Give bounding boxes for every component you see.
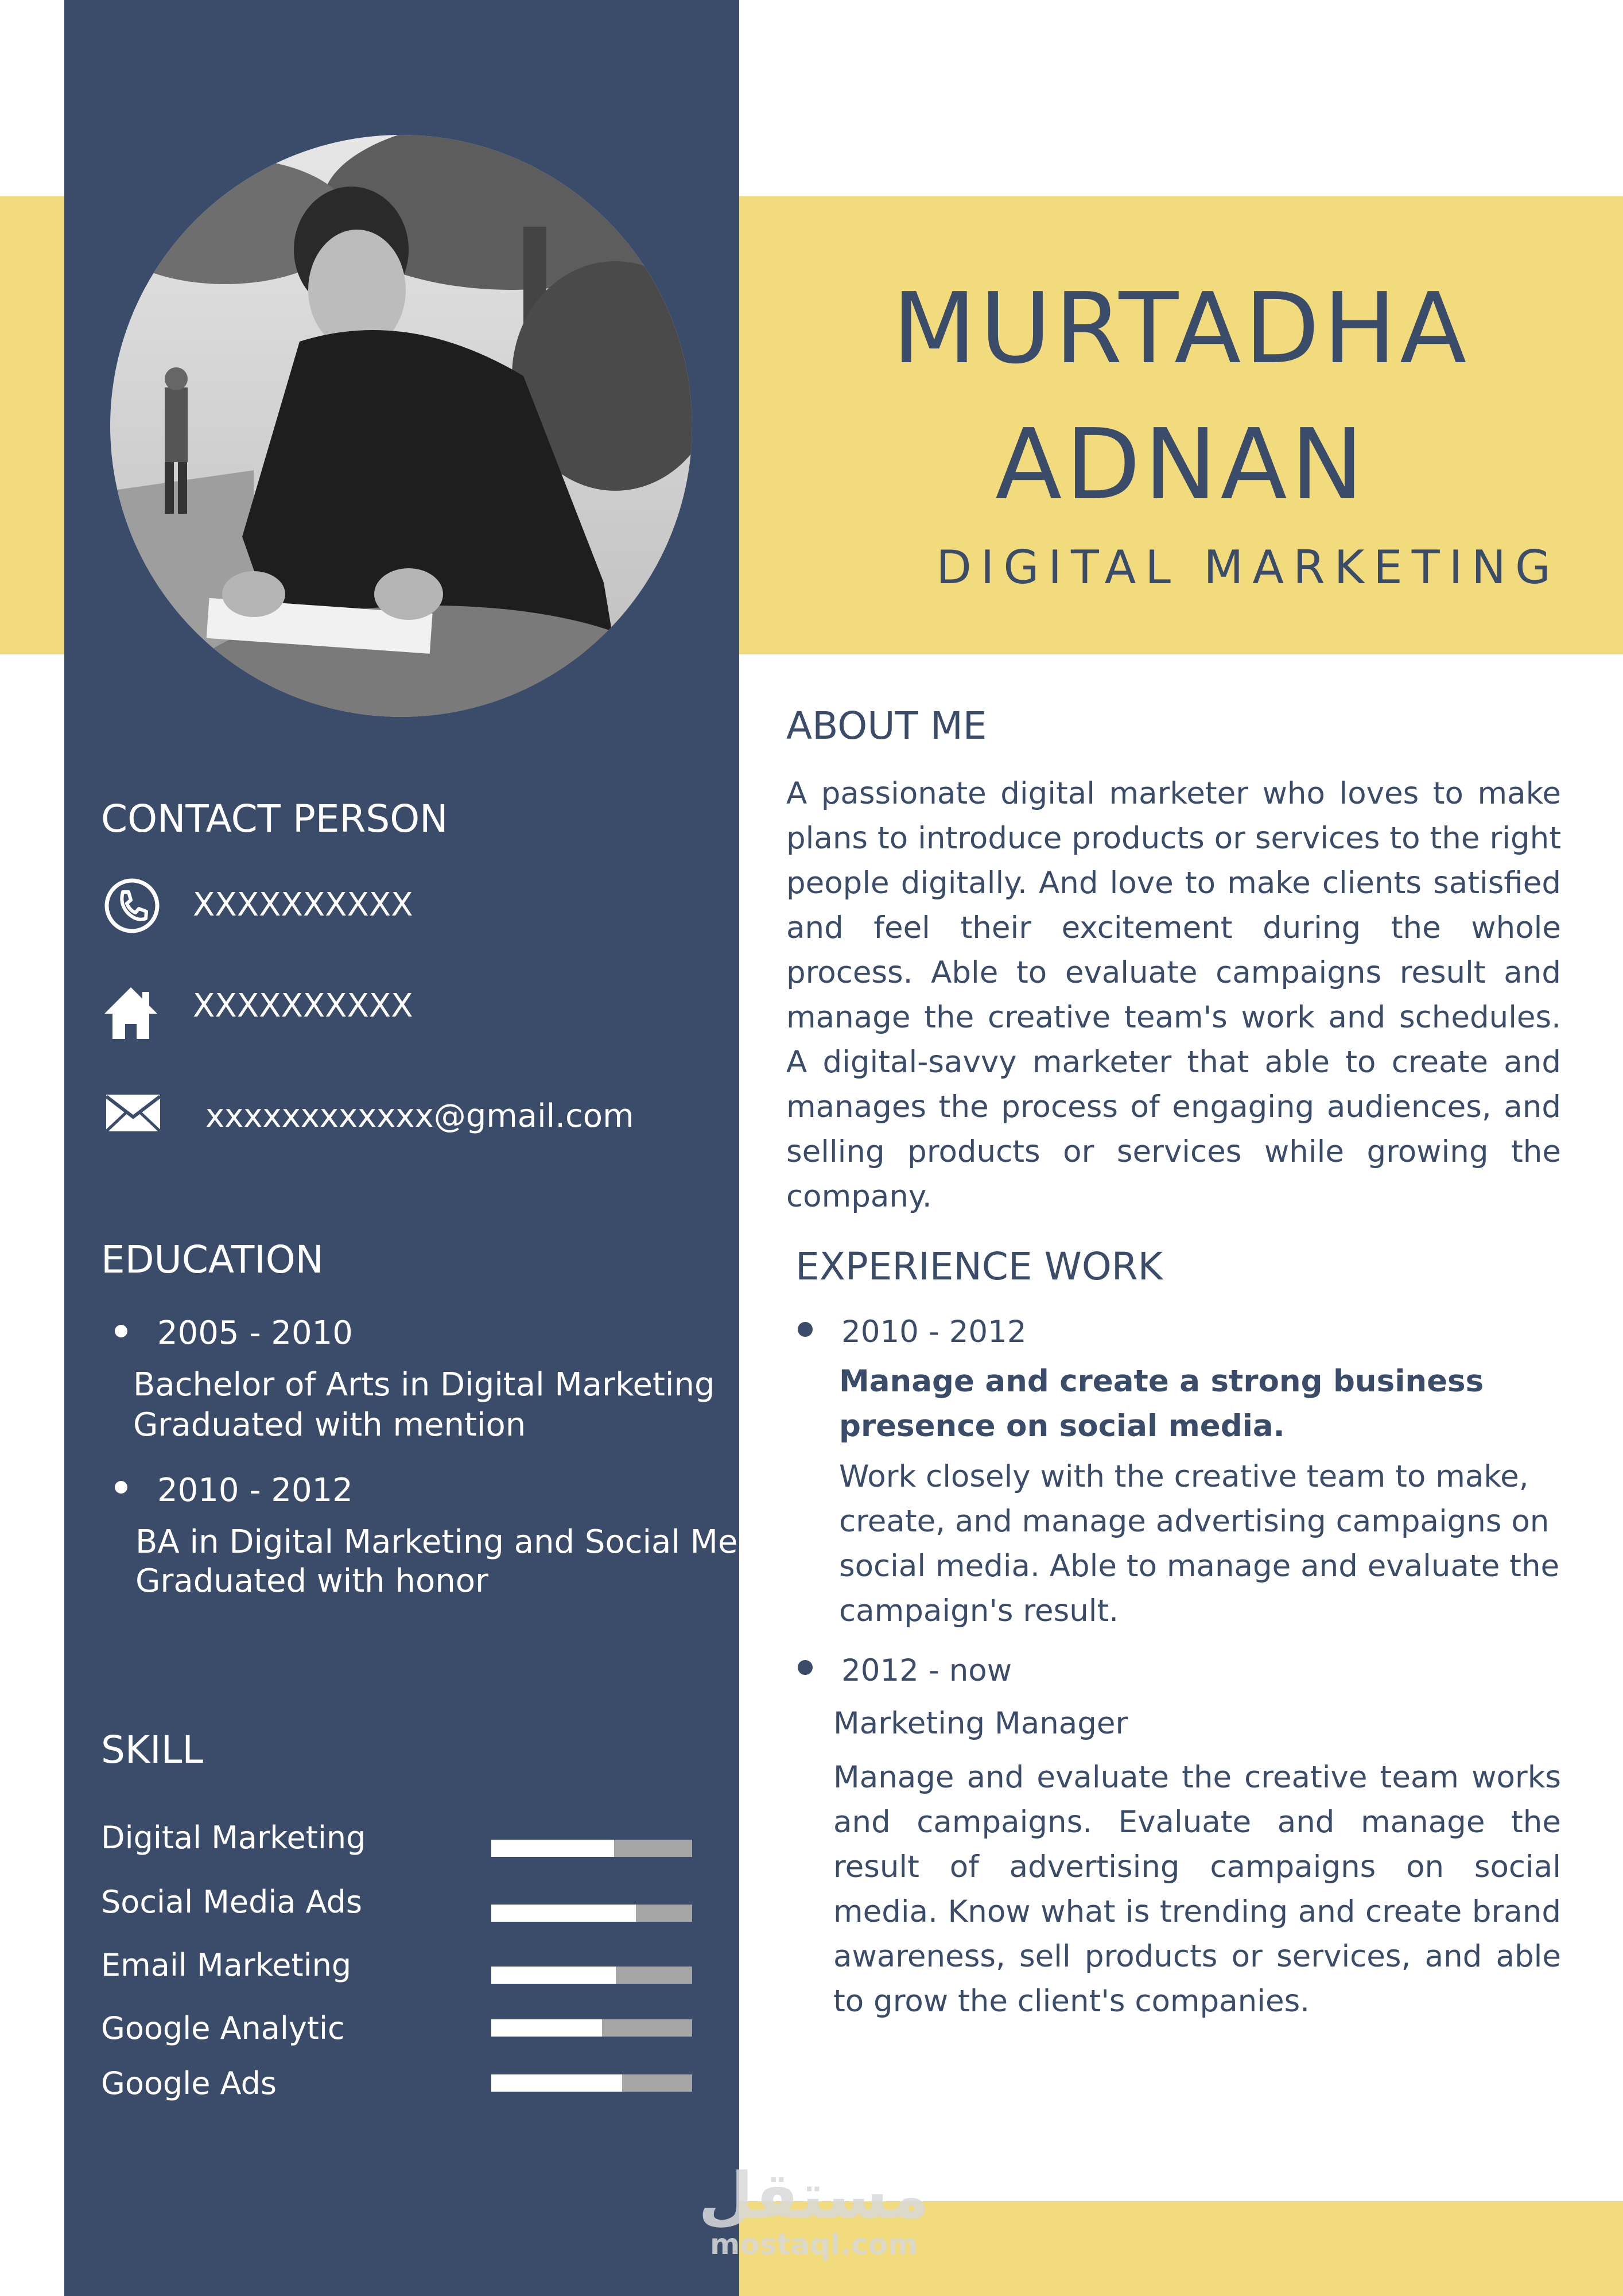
skill-label: Google Analytic <box>101 2010 345 2046</box>
education-degree: Bachelor of Arts in Digital Marketing <box>133 1366 715 1403</box>
contact-heading: CONTACT PERSON <box>101 797 448 841</box>
watermark-latin: mostaql.com <box>710 2228 918 2261</box>
bullet-icon <box>115 1481 127 1494</box>
name-first: MURTADHA <box>892 272 1470 386</box>
contact-phone: XXXXXXXXXX <box>193 886 413 924</box>
skill-bar <box>491 1967 692 1984</box>
contact-email: xxxxxxxxxxxx@gmail.com <box>205 1097 634 1135</box>
experience-title: Marketing Manager <box>833 1706 1128 1741</box>
experience-description: Work closely with the creative team to make, create, and manage advertising campaigns on social media. Able to manage and evaluate the campaign's result. <box>839 1459 1560 1628</box>
experience-description: Manage and evaluate the creative team works and campaigns. Evaluate and manage the result of advertising campaigns on social media. Know what is trending and create brand awareness, sell products or services, and able to grow the client's companies. <box>833 1760 1561 2019</box>
about-heading: ABOUT ME <box>786 704 987 748</box>
job-title: DIGITAL MARKETING <box>936 541 1560 594</box>
experience-years: 2012 - now <box>841 1653 1012 1688</box>
skill-label: Social Media Ads <box>101 1884 363 1920</box>
skill-label: Digital Marketing <box>101 1820 366 1856</box>
skill-bar-fill <box>491 2019 602 2037</box>
skill-label: Email Marketing <box>101 1947 352 1983</box>
experience-title: Manage and create a strong business <box>839 1364 1484 1399</box>
skill-bar-fill <box>491 1905 636 1922</box>
skill-bar-fill <box>491 1840 614 1857</box>
watermark-logo <box>682 2159 946 2262</box>
experience-title: presence on social media. <box>839 1409 1285 1444</box>
education-note: Graduated with honor <box>135 1562 488 1600</box>
watermark-arabic: مستقل <box>698 2159 930 2232</box>
skill-bar-fill <box>491 2074 622 2092</box>
skill-bar <box>491 1905 692 1922</box>
experience-heading: EXPERIENCE WORK <box>795 1244 1163 1289</box>
experience-years: 2010 - 2012 <box>841 1314 1027 1349</box>
skill-bar <box>491 2019 692 2037</box>
education-years: 2005 - 2010 <box>157 1314 353 1352</box>
about-text: A passionate digital marketer who loves to make plans to introduce products or services to the right people digitally. And love to make clients satisfied and feel their excitement during the whole process. Able to evaluate campaigns result and manage the creative team's work and schedules. A digital-savvy marketer that able to create and manages the process of engaging audiences, and selling products or services while growing the company. <box>786 776 1561 1214</box>
bullet-icon <box>115 1325 127 1337</box>
skill-label: Google Ads <box>101 2065 277 2101</box>
education-degree: BA in Digital Marketing and Social Media <box>135 1523 787 1561</box>
name-last: ADNAN <box>995 408 1367 522</box>
bullet-icon <box>798 1660 813 1675</box>
skill-bar <box>491 2074 692 2092</box>
bullet-icon <box>798 1322 813 1337</box>
education-heading: EDUCATION <box>101 1238 324 1282</box>
skill-heading: SKILL <box>101 1728 204 1772</box>
contact-address: XXXXXXXXXX <box>193 987 413 1025</box>
education-years: 2010 - 2012 <box>157 1472 353 1509</box>
envelope-icon <box>104 1093 162 1133</box>
phone-icon <box>103 877 161 934</box>
home-icon <box>102 984 160 1041</box>
education-note: Graduated with mention <box>133 1406 526 1444</box>
skill-bar <box>491 1840 692 1857</box>
skill-bar-fill <box>491 1967 616 1984</box>
profile-photo <box>110 135 692 717</box>
